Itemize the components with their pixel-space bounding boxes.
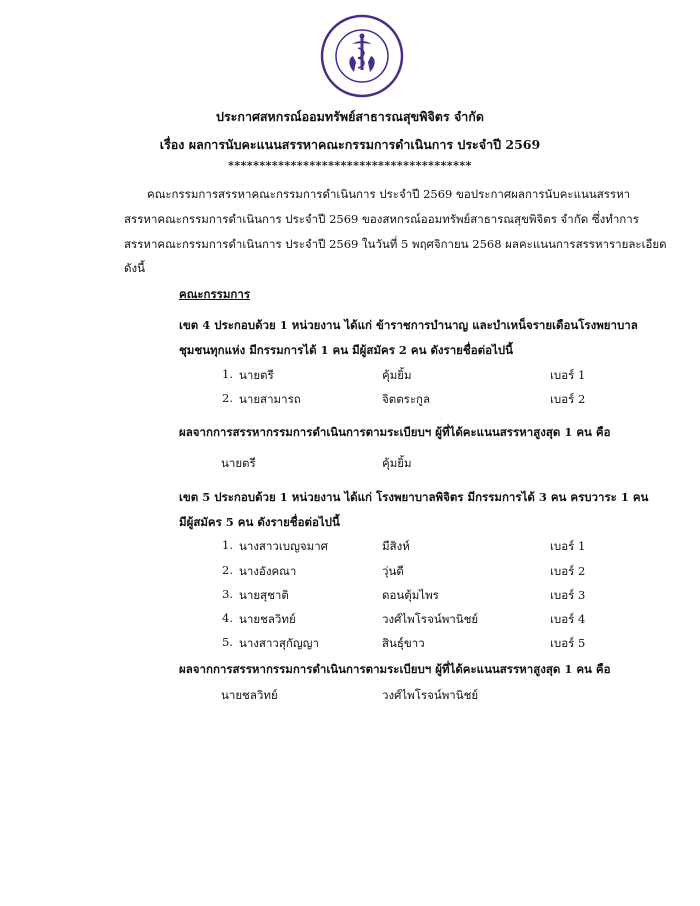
intro-line: สรรหาคณะกรรมการดำเนินการ ประจำปี 2569 ในวันที่ 5 พฤศจิกายน 2568 ผลคะแนนการสรรหารายละเอียด (124, 237, 667, 251)
intro-line: คณะกรรมการสรรหาคณะกรรมการดำเนินการ ประจำปี 2569 ขอประกาศผลการนับคะแนนสรรหา (147, 187, 631, 201)
subject-line: เรื่อง ผลการนับคะแนนสรรหาคณะกรรมการดำเนินการ ประจำปี 2569 (159, 137, 541, 152)
intro-line: สรรหาคณะกรรมการดำเนินการ ประจำปี 2569 ของสหกรณ์ออมทรัพย์สาธารณสุขพิจิตร จำกัด ซึ่งทำการ (124, 212, 639, 226)
cooperative-seal-icon (320, 14, 404, 98)
candidate-number: เบอร์ 5 (550, 636, 586, 650)
org-title: ประกาศสหกรณ์ออมทรัพย์สาธารณสุขพิจิตร จำกัด (216, 109, 484, 124)
candidate-surname: คุ้มยิ้ม (382, 368, 412, 382)
zone5-description: เขต 5 ประกอบด้วย 1 หน่วยงาน ได้แก่ โรงพยาบาลพิจิตร มีกรรมการได้ 3 คน ครบวาระ 1 คน (179, 490, 649, 504)
zone4-winner-surname: คุ้มยิ้ม (382, 456, 412, 470)
candidate-name: นายสามารถ (239, 392, 301, 406)
separator-line: *************************************** (228, 159, 472, 172)
candidate-name: นายตรี (239, 368, 274, 382)
candidate-name: นายสุชาติ (239, 588, 289, 602)
section-heading: คณะกรรมการ (179, 287, 251, 301)
candidate-surname: ดอนตุ้มไพร (382, 588, 439, 602)
candidate-surname: วงศ์ไพโรจน์พานิชย์ (382, 612, 479, 626)
zone5-result-label: ผลจากการสรรหากรรมการดำเนินการตามระเบียบฯ ผู้ที่ได้คะแนนสรรหาสูงสุด 1 คน คือ (179, 662, 611, 676)
zone5-description: มีผู้สมัคร 5 คน ดังรายชื่อต่อไปนี้ (179, 515, 340, 529)
candidate-no: 2. (222, 563, 233, 577)
candidate-no: 1. (222, 538, 233, 552)
candidate-name: นางสาวสุกัญญา (239, 636, 319, 650)
candidate-surname: วุ่นดี (382, 564, 404, 578)
zone4-winner-name: นายตรี (221, 456, 256, 470)
candidate-number: เบอร์ 4 (550, 612, 586, 626)
candidate-number: เบอร์ 2 (550, 392, 586, 406)
candidate-surname: สินธุ์ขาว (382, 636, 425, 650)
candidate-number: เบอร์ 1 (550, 368, 586, 382)
candidate-surname: มีสิงห์ (382, 539, 410, 553)
candidate-no: 1. (222, 367, 233, 381)
candidate-no: 2. (222, 391, 233, 405)
candidate-no: 3. (222, 587, 233, 601)
candidate-name: นายชลวิทย์ (239, 612, 296, 626)
zone5-winner-name: นายชลวิทย์ (221, 688, 278, 702)
zone4-description: ชุมชนทุกแห่ง มีกรรมการได้ 1 คน มีผู้สมัคร 2 คน ดังรายชื่อต่อไปนี้ (179, 343, 513, 357)
candidate-surname: จิตตระกูล (382, 392, 431, 406)
candidate-number: เบอร์ 1 (550, 539, 586, 553)
candidate-no: 5. (222, 635, 233, 649)
cooperative-logo (320, 14, 404, 98)
candidate-name: นางอังคณา (239, 564, 297, 578)
intro-line: ดังนี้ (124, 261, 145, 275)
candidate-name: นางสาวเบญจมาศ (239, 539, 328, 553)
zone4-result-label: ผลจากการสรรหากรรมการดำเนินการตามระเบียบฯ ผู้ที่ได้คะแนนสรรหาสูงสุด 1 คน คือ (179, 425, 611, 439)
candidate-number: เบอร์ 3 (550, 588, 586, 602)
zone5-winner-surname: วงศ์ไพโรจน์พานิชย์ (382, 688, 479, 702)
candidate-number: เบอร์ 2 (550, 564, 586, 578)
candidate-no: 4. (222, 611, 233, 625)
zone4-description: เขต 4 ประกอบด้วย 1 หน่วยงาน ได้แก่ ข้าราชการบำนาญ และบำเหน็จรายเดือนโรงพยาบาล (179, 318, 638, 332)
